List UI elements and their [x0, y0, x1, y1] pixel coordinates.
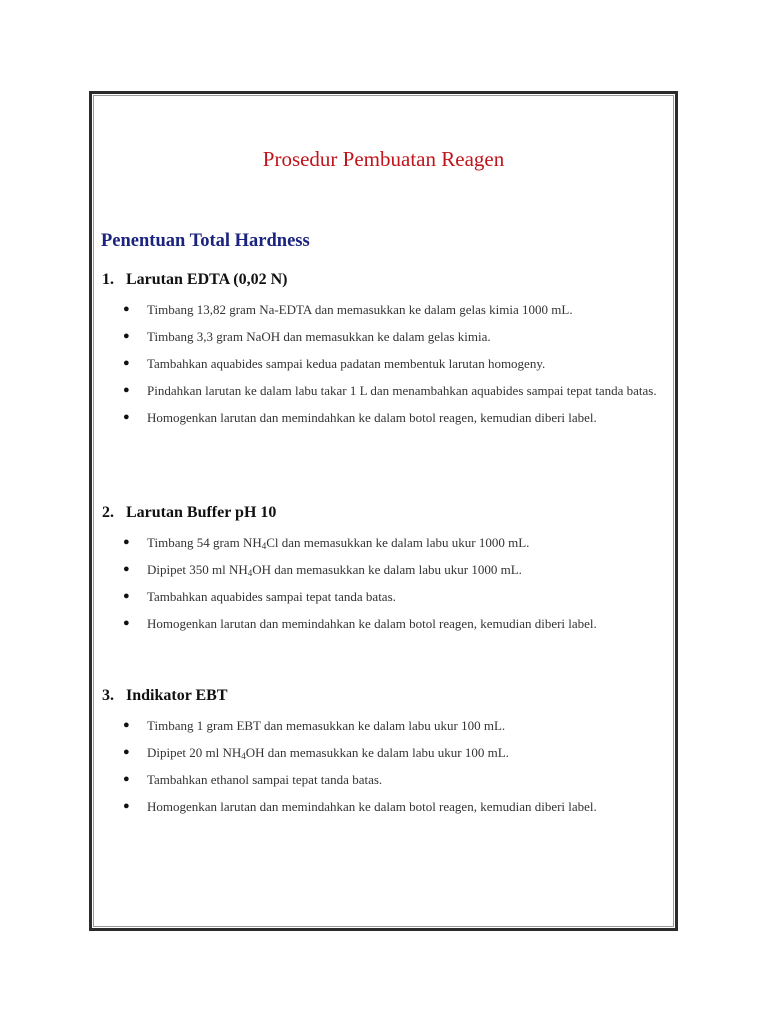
bullet-icon: ● [123, 800, 130, 812]
list-item: ● Timbang 1 gram EBT dan memasukkan ke dalam labu ukur 100 mL. [102, 712, 662, 739]
subsection-heading [102, 686, 662, 712]
subsection-number: 2. [102, 504, 114, 521]
bullet-icon: ● [123, 330, 130, 342]
subscript: 4 [241, 751, 246, 761]
bullet-icon: ● [123, 746, 130, 758]
subsection-buffer [102, 503, 662, 637]
subsection-heading-text: Larutan Buffer pH 10 [126, 504, 277, 521]
bullet-icon: ● [123, 590, 130, 602]
subsection-number: 1. [102, 271, 114, 288]
subsection-heading [102, 503, 662, 529]
list-item: ● Timbang 3,3 gram NaOH dan memasukkan ke dalam gelas kimia. [102, 323, 662, 350]
subsection-edta [102, 270, 662, 431]
list-item: ● Timbang 54 gram $NH_4Cl$ dan memasukkan ke dalam labu ukur 1000 mL. [102, 529, 662, 556]
list-item: ● Homogenkan larutan dan memindahkan ke dalam botol reagen, kemudian diberi label. [102, 793, 662, 820]
list-item: ● Homogenkan larutan dan memindahkan ke dalam botol reagen, kemudian diberi label. [102, 610, 662, 637]
procedure-list [102, 296, 662, 431]
procedure-list [102, 712, 662, 820]
bullet-icon: ● [123, 773, 130, 785]
procedure-list [102, 529, 662, 637]
bullet-icon: ● [123, 719, 130, 731]
subsection-heading-text: Larutan EDTA (0,02 N) [126, 271, 288, 288]
page-title: Prosedur Pembuatan Reagen [262, 147, 505, 171]
bullet-icon: ● [123, 303, 130, 315]
list-item: ● Tambahkan aquabides sampai kedua padatan membentuk larutan homogeny. [102, 350, 662, 377]
subscript: 4 [247, 568, 253, 578]
section-title: Penentuan Total Hardness [101, 231, 310, 251]
bullet-icon: ● [123, 384, 130, 396]
document-frame [89, 91, 678, 931]
subsection-heading [102, 270, 662, 296]
list-item: ● Tambahkan aquabides sampai tepat tanda batas. [102, 583, 662, 610]
bullet-icon: ● [123, 617, 130, 629]
list-item: ● Tambahkan ethanol sampai tepat tanda batas. [102, 766, 662, 793]
list-item: ● Pindahkan larutan ke dalam labu takar 1 L dan menambahkan aquabides sampai tepat tanda batas. [102, 377, 662, 404]
subsection-number: 3. [102, 687, 114, 704]
bullet-icon: ● [123, 536, 130, 548]
list-item: ● Dipipet 20 ml $NH_4OH$ dan memasukkan ke dalam labu ukur 100 mL. [102, 739, 662, 766]
subscript: 4 [261, 541, 267, 551]
list-item: ● Timbang 13,82 gram Na-EDTA dan memasukkan ke dalam gelas kimia 1000 mL. [102, 296, 662, 323]
subsection-ebt [102, 686, 662, 820]
list-item: ● Homogenkan larutan dan memindahkan ke dalam botol reagen, kemudian diberi label. [102, 404, 662, 431]
bullet-icon: ● [123, 563, 130, 575]
bullet-icon: ● [123, 357, 130, 369]
bullet-icon: ● [123, 411, 130, 423]
list-item: ● Dipipet 350 ml $NH_4OH$ dan memasukkan ke dalam labu ukur 1000 mL. [102, 556, 662, 583]
subsection-heading-text: Indikator EBT [126, 687, 228, 704]
